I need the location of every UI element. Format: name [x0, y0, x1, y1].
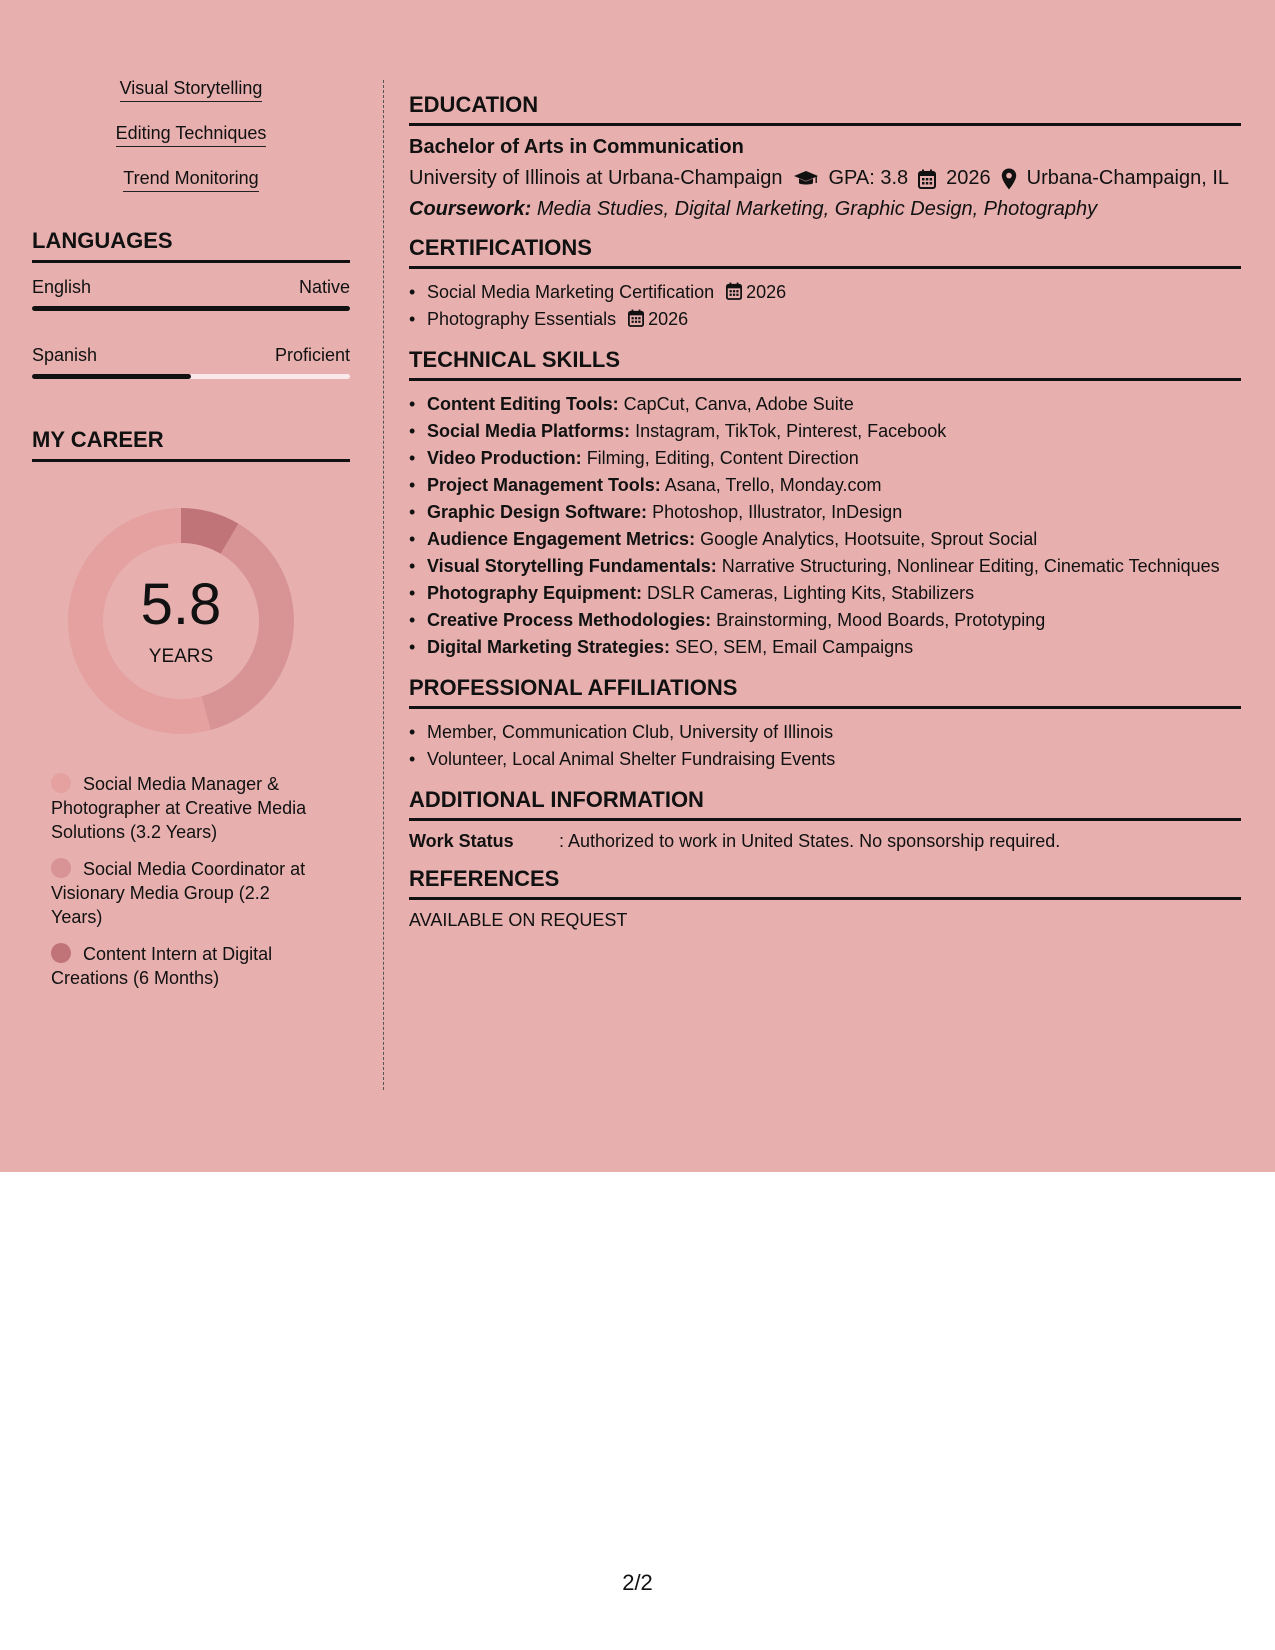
- technical-skill-value: Narrative Structuring, Nonlinear Editing, Cinematic Techniques: [721, 556, 1220, 576]
- certification-year: 2026: [746, 282, 787, 302]
- skill-item: [32, 168, 350, 195]
- certification-item: [409, 279, 1241, 306]
- technical-skill-label: Visual Storytelling Fundamentals:: [427, 556, 717, 576]
- technical-skill-value: Google Analytics, Hootsuite, Sprout Social: [700, 529, 1038, 549]
- language-proficiency-bar: [32, 374, 350, 379]
- career-donut-chart: [66, 506, 296, 736]
- career-list: [32, 772, 312, 990]
- technical-skill-item: [409, 634, 1241, 661]
- career-total-unit: YEARS: [148, 646, 214, 667]
- technical-skill-value: Brainstorming, Mood Boards, Prototyping: [716, 610, 1046, 630]
- technical-skill-item: [409, 391, 1241, 418]
- graduation-year: 2026: [946, 167, 991, 189]
- calendar-icon: [726, 282, 742, 300]
- affiliation-item: • Volunteer, Local Animal Shelter Fundraising Events: [409, 746, 1241, 773]
- skill-item: [32, 123, 350, 150]
- calendar-icon: [628, 309, 644, 327]
- languages-heading: LANGUAGES: [32, 228, 350, 263]
- skill-list: [32, 78, 350, 195]
- certification-name: Photography Essentials: [427, 309, 617, 329]
- career-item: [51, 857, 312, 929]
- right-column: [409, 92, 1241, 945]
- technical-skill-label: Content Editing Tools:: [427, 394, 619, 414]
- education-heading: EDUCATION: [409, 92, 1241, 126]
- work-status-row: [409, 831, 1241, 852]
- technical-skill-label: Social Media Platforms:: [427, 421, 631, 441]
- language-item: [32, 277, 350, 311]
- technical-skill-value: Asana, Trello, Monday.com: [664, 475, 882, 495]
- skill-label: Trend Monitoring: [123, 168, 258, 192]
- references-heading: REFERENCES: [409, 866, 1241, 900]
- technical-skill-item: [409, 499, 1241, 526]
- coursework: [409, 198, 1241, 221]
- certifications-heading: CERTIFICATIONS: [409, 235, 1241, 269]
- work-status-value: : Authorized to work in United States. No sponsorship required.: [559, 831, 1061, 851]
- career-item: [51, 772, 312, 844]
- graduation-cap-icon: [793, 169, 819, 189]
- technical-skill-item: [409, 526, 1241, 553]
- technical-skill-label: Photography Equipment:: [427, 583, 642, 603]
- language-name: English: [32, 277, 92, 297]
- work-status-label: Work Status: [409, 831, 514, 851]
- career-legend-dot: [51, 943, 71, 963]
- technical-skill-label: Creative Process Methodologies:: [427, 610, 712, 630]
- technical-skill-value: DSLR Cameras, Lighting Kits, Stabilizers: [647, 583, 975, 603]
- career-item-label: Social Media Coordinator at Visionary Media Group (2.2 Years): [51, 859, 306, 927]
- certifications-section: [409, 235, 1241, 333]
- additional-information-section: [409, 787, 1241, 852]
- certification-year: 2026: [648, 309, 689, 329]
- technical-skills-list: [409, 391, 1241, 661]
- career-heading: MY CAREER: [32, 427, 350, 462]
- map-pin-icon: [1001, 168, 1017, 190]
- technical-skill-item: [409, 472, 1241, 499]
- language-name: Spanish: [32, 345, 98, 365]
- skill-label: Visual Storytelling: [120, 78, 263, 102]
- additional-information-heading: ADDITIONAL INFORMATION: [409, 787, 1241, 821]
- skill-label: Editing Techniques: [116, 123, 267, 147]
- gpa: GPA: 3.8: [828, 167, 909, 189]
- coursework-label: Coursework:: [409, 198, 532, 220]
- page-number: 2/2: [622, 1570, 653, 1595]
- technical-skills-heading: TECHNICAL SKILLS: [409, 347, 1241, 381]
- certification-list: [409, 279, 1241, 333]
- school-location: Urbana-Champaign, IL: [1026, 167, 1230, 189]
- technical-skill-item: [409, 553, 1241, 580]
- technical-skill-value: Photoshop, Illustrator, InDesign: [652, 502, 903, 522]
- affiliations-heading: PROFESSIONAL AFFILIATIONS: [409, 675, 1241, 709]
- language-proficiency-bar: [32, 306, 350, 311]
- technical-skill-label: Digital Marketing Strategies:: [427, 637, 671, 657]
- technical-skill-label: Graphic Design Software:: [427, 502, 648, 522]
- technical-skills-section: [409, 347, 1241, 661]
- technical-skill-item: [409, 580, 1241, 607]
- left-column: [32, 78, 350, 1003]
- degree-title: Bachelor of Arts in Communication: [409, 136, 744, 158]
- career-total-years: 5.8: [140, 572, 222, 637]
- technical-skill-item: [409, 445, 1241, 472]
- technical-skill-item: [409, 607, 1241, 634]
- career-item-label: Social Media Manager & Photographer at Creative Media Solutions (3.2 Years): [51, 774, 307, 842]
- calendar-icon: [918, 169, 936, 189]
- language-proficiency-fill: [32, 306, 350, 311]
- career-item: [51, 942, 312, 990]
- certification-name: Social Media Marketing Certification: [427, 282, 715, 302]
- references-text: AVAILABLE ON REQUEST: [409, 910, 628, 930]
- career-legend-dot: [51, 858, 71, 878]
- technical-skill-value: CapCut, Canva, Adobe Suite: [623, 394, 854, 414]
- language-item: [32, 345, 350, 379]
- references-section: [409, 866, 1241, 931]
- career-legend-dot: [51, 773, 71, 793]
- technical-skill-label: Project Management Tools:: [427, 475, 661, 495]
- certification-item: [409, 306, 1241, 333]
- career-item-label: Content Intern at Digital Creations (6 Months): [51, 944, 273, 988]
- education-meta: [409, 167, 1241, 190]
- technical-skill-label: Video Production:: [427, 448, 582, 468]
- language-level: Native: [298, 277, 350, 297]
- technical-skill-value: Instagram, TikTok, Pinterest, Facebook: [635, 421, 947, 441]
- skill-item: [32, 78, 350, 105]
- language-proficiency-fill: [32, 374, 191, 379]
- school-name: University of Illinois at Urbana-Champaign: [409, 167, 783, 189]
- technical-skill-label: Audience Engagement Metrics:: [427, 529, 696, 549]
- language-level: Proficient: [274, 345, 350, 365]
- affiliations-list: [409, 719, 1241, 773]
- technical-skill-value: SEO, SEM, Email Campaigns: [675, 637, 914, 657]
- technical-skill-item: [409, 418, 1241, 445]
- coursework-value: Media Studies, Digital Marketing, Graphic Design, Photography: [536, 198, 1098, 220]
- technical-skill-value: Filming, Editing, Content Direction: [586, 448, 859, 468]
- affiliation-item: • Member, Communication Club, University of Illinois: [409, 719, 1241, 746]
- column-divider: [383, 80, 384, 1090]
- affiliations-section: [409, 675, 1241, 773]
- education-section: [409, 92, 1241, 221]
